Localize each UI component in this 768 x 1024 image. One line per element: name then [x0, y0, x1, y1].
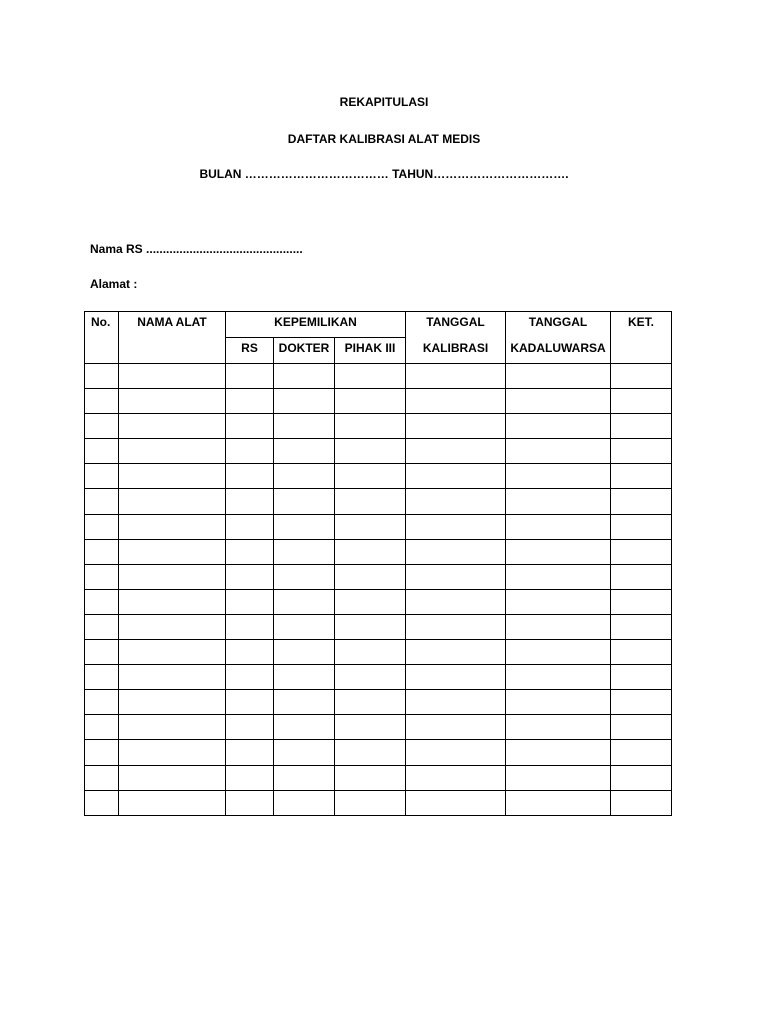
header-kepemilikan: KEPEMILIKAN: [226, 312, 406, 338]
cell-dokter[interactable]: [274, 464, 335, 489]
table-row: [85, 414, 672, 439]
cell-tanggal-kalibrasi[interactable]: [406, 690, 506, 715]
cell-dokter[interactable]: [274, 364, 335, 389]
cell-tanggal-kalibrasi[interactable]: [406, 514, 506, 539]
table-body: [85, 364, 672, 816]
cell-rs[interactable]: [226, 414, 274, 439]
table-row: [85, 564, 672, 589]
cell-pihak-iii[interactable]: [335, 690, 406, 715]
cell-tanggal-kadaluwarsa[interactable]: [506, 665, 611, 690]
table-row: [85, 765, 672, 790]
cell-nama-alat[interactable]: [119, 564, 226, 589]
header-dokter: DOKTER: [274, 338, 335, 364]
cell-pihak-iii[interactable]: [335, 589, 406, 614]
cell-rs[interactable]: [226, 640, 274, 665]
cell-ket[interactable]: [611, 489, 672, 514]
table-row: [85, 640, 672, 665]
cell-ket[interactable]: [611, 389, 672, 414]
cell-ket[interactable]: [611, 765, 672, 790]
cell-tanggal-kadaluwarsa[interactable]: [506, 690, 611, 715]
cell-no[interactable]: [85, 489, 119, 514]
document-title: REKAPITULASI: [339, 95, 429, 109]
cell-ket[interactable]: [611, 715, 672, 740]
cell-nama-alat[interactable]: [119, 464, 226, 489]
cell-no[interactable]: [85, 414, 119, 439]
cell-tanggal-kalibrasi[interactable]: [406, 790, 506, 815]
cell-tanggal-kalibrasi[interactable]: [406, 364, 506, 389]
period-line: BULAN ……………………………… TAHUN…………………………….: [199, 167, 569, 181]
cell-no[interactable]: [85, 665, 119, 690]
cell-tanggal-kalibrasi[interactable]: [406, 439, 506, 464]
cell-rs[interactable]: [226, 489, 274, 514]
cell-rs[interactable]: [226, 765, 274, 790]
cell-no[interactable]: [85, 364, 119, 389]
cell-tanggal-kadaluwarsa[interactable]: [506, 564, 611, 589]
table-row: [85, 614, 672, 639]
cell-dokter[interactable]: [274, 614, 335, 639]
cell-tanggal-kalibrasi[interactable]: [406, 614, 506, 639]
cell-pihak-iii[interactable]: [335, 364, 406, 389]
cell-nama-alat[interactable]: [119, 389, 226, 414]
cell-pihak-iii[interactable]: [335, 439, 406, 464]
cell-tanggal-kadaluwarsa[interactable]: [506, 464, 611, 489]
cell-tanggal-kadaluwarsa[interactable]: [506, 740, 611, 765]
cell-nama-alat[interactable]: [119, 489, 226, 514]
cell-ket[interactable]: [611, 665, 672, 690]
cell-tanggal-kalibrasi[interactable]: [406, 414, 506, 439]
table-row: [85, 790, 672, 815]
table-row: [85, 489, 672, 514]
cell-tanggal-kadaluwarsa[interactable]: [506, 790, 611, 815]
cell-rs[interactable]: [226, 790, 274, 815]
cell-pihak-iii[interactable]: [335, 765, 406, 790]
cell-dokter[interactable]: [274, 665, 335, 690]
cell-nama-alat[interactable]: [119, 439, 226, 464]
cell-tanggal-kalibrasi[interactable]: [406, 665, 506, 690]
cell-dokter[interactable]: [274, 539, 335, 564]
cell-pihak-iii[interactable]: [335, 665, 406, 690]
table-row: [85, 715, 672, 740]
cell-nama-alat[interactable]: [119, 665, 226, 690]
cell-nama-alat[interactable]: [119, 589, 226, 614]
header-tanggal-kadaluwarsa-top: TANGGAL: [528, 315, 588, 329]
cell-tanggal-kalibrasi[interactable]: [406, 589, 506, 614]
cell-tanggal-kalibrasi[interactable]: [406, 765, 506, 790]
cell-no[interactable]: [85, 539, 119, 564]
cell-dokter[interactable]: [274, 489, 335, 514]
cell-nama-alat[interactable]: [119, 539, 226, 564]
cell-no[interactable]: [85, 564, 119, 589]
cell-rs[interactable]: [226, 715, 274, 740]
calibration-table: [84, 311, 672, 816]
cell-rs[interactable]: [226, 740, 274, 765]
cell-nama-alat[interactable]: [119, 740, 226, 765]
cell-tanggal-kalibrasi[interactable]: [406, 740, 506, 765]
cell-ket[interactable]: [611, 464, 672, 489]
table-row: [85, 665, 672, 690]
cell-tanggal-kadaluwarsa[interactable]: [506, 589, 611, 614]
cell-no[interactable]: [85, 740, 119, 765]
cell-pihak-iii[interactable]: [335, 539, 406, 564]
cell-ket[interactable]: [611, 740, 672, 765]
cell-pihak-iii[interactable]: [335, 740, 406, 765]
table-row: [85, 364, 672, 389]
cell-ket[interactable]: [611, 790, 672, 815]
cell-rs[interactable]: [226, 364, 274, 389]
cell-pihak-iii[interactable]: [335, 564, 406, 589]
cell-no[interactable]: [85, 439, 119, 464]
cell-nama-alat[interactable]: [119, 414, 226, 439]
cell-dokter[interactable]: [274, 740, 335, 765]
cell-tanggal-kalibrasi[interactable]: [406, 715, 506, 740]
cell-tanggal-kadaluwarsa[interactable]: [506, 389, 611, 414]
cell-tanggal-kalibrasi[interactable]: [406, 464, 506, 489]
cell-dokter[interactable]: [274, 414, 335, 439]
cell-tanggal-kalibrasi[interactable]: [406, 564, 506, 589]
cell-ket[interactable]: [611, 364, 672, 389]
cell-tanggal-kadaluwarsa[interactable]: [506, 640, 611, 665]
cell-rs[interactable]: [226, 589, 274, 614]
cell-ket[interactable]: [611, 539, 672, 564]
cell-tanggal-kadaluwarsa[interactable]: [506, 614, 611, 639]
cell-tanggal-kalibrasi[interactable]: [406, 489, 506, 514]
cell-ket[interactable]: [611, 564, 672, 589]
cell-rs[interactable]: [226, 690, 274, 715]
cell-tanggal-kadaluwarsa[interactable]: [506, 364, 611, 389]
cell-rs[interactable]: [226, 464, 274, 489]
cell-tanggal-kadaluwarsa[interactable]: [506, 765, 611, 790]
header-rs: RS: [226, 338, 274, 364]
header-pihak-iii: PIHAK III: [335, 338, 406, 364]
table-row: [85, 539, 672, 564]
header-tanggal-kalibrasi: [406, 312, 506, 364]
cell-nama-alat[interactable]: [119, 790, 226, 815]
cell-no[interactable]: [85, 790, 119, 815]
cell-rs[interactable]: [226, 665, 274, 690]
cell-pihak-iii[interactable]: [335, 790, 406, 815]
cell-dokter[interactable]: [274, 514, 335, 539]
cell-ket[interactable]: [611, 640, 672, 665]
table-row: [85, 464, 672, 489]
cell-ket[interactable]: [611, 439, 672, 464]
cell-tanggal-kadaluwarsa[interactable]: [506, 715, 611, 740]
cell-tanggal-kalibrasi[interactable]: [406, 640, 506, 665]
cell-ket[interactable]: [611, 414, 672, 439]
cell-tanggal-kalibrasi[interactable]: [406, 389, 506, 414]
cell-no[interactable]: [85, 690, 119, 715]
cell-pihak-iii[interactable]: [335, 514, 406, 539]
cell-pihak-iii[interactable]: [335, 464, 406, 489]
cell-rs[interactable]: [226, 539, 274, 564]
cell-no[interactable]: [85, 389, 119, 414]
cell-tanggal-kadaluwarsa[interactable]: [506, 514, 611, 539]
table-row: [85, 514, 672, 539]
cell-pihak-iii[interactable]: [335, 715, 406, 740]
cell-tanggal-kalibrasi[interactable]: [406, 539, 506, 564]
cell-tanggal-kadaluwarsa[interactable]: [506, 489, 611, 514]
cell-dokter[interactable]: [274, 640, 335, 665]
cell-dokter[interactable]: [274, 765, 335, 790]
cell-no[interactable]: [85, 589, 119, 614]
cell-no[interactable]: [85, 514, 119, 539]
table-row: [85, 389, 672, 414]
cell-rs[interactable]: [226, 439, 274, 464]
cell-no[interactable]: [85, 715, 119, 740]
cell-rs[interactable]: [226, 564, 274, 589]
header-ket: KET.: [611, 312, 672, 364]
cell-dokter[interactable]: [274, 589, 335, 614]
cell-nama-alat[interactable]: [119, 765, 226, 790]
header-nama-alat: NAMA ALAT: [119, 312, 226, 364]
cell-no[interactable]: [85, 640, 119, 665]
cell-pihak-iii[interactable]: [335, 640, 406, 665]
cell-pihak-iii[interactable]: [335, 389, 406, 414]
cell-tanggal-kadaluwarsa[interactable]: [506, 414, 611, 439]
cell-dokter[interactable]: [274, 715, 335, 740]
cell-tanggal-kadaluwarsa[interactable]: [506, 439, 611, 464]
cell-rs[interactable]: [226, 514, 274, 539]
table-row: [85, 439, 672, 464]
cell-ket[interactable]: [611, 589, 672, 614]
header-tanggal-kalibrasi-top: TANGGAL: [426, 315, 485, 329]
cell-no[interactable]: [85, 614, 119, 639]
cell-ket[interactable]: [611, 614, 672, 639]
hospital-name-field: Nama RS ...............................................: [90, 242, 303, 256]
cell-rs[interactable]: [226, 614, 274, 639]
cell-ket[interactable]: [611, 690, 672, 715]
cell-dokter[interactable]: [274, 790, 335, 815]
cell-nama-alat[interactable]: [119, 364, 226, 389]
header-tanggal-kadaluwarsa: [506, 312, 611, 364]
table-row: [85, 589, 672, 614]
header-no: No.: [85, 312, 119, 364]
table-row: [85, 740, 672, 765]
address-field: Alamat :: [90, 277, 138, 291]
cell-ket[interactable]: [611, 514, 672, 539]
document-subtitle: DAFTAR KALIBRASI ALAT MEDIS: [287, 132, 481, 146]
cell-nama-alat[interactable]: [119, 514, 226, 539]
cell-nama-alat[interactable]: [119, 614, 226, 639]
cell-no[interactable]: [85, 765, 119, 790]
cell-pihak-iii[interactable]: [335, 414, 406, 439]
cell-nama-alat[interactable]: [119, 640, 226, 665]
cell-dokter[interactable]: [274, 690, 335, 715]
cell-rs[interactable]: [226, 389, 274, 414]
table-row: [85, 690, 672, 715]
cell-pihak-iii[interactable]: [335, 614, 406, 639]
cell-pihak-iii[interactable]: [335, 489, 406, 514]
cell-tanggal-kadaluwarsa[interactable]: [506, 539, 611, 564]
cell-nama-alat[interactable]: [119, 690, 226, 715]
header-tanggal-kadaluwarsa-bottom: KADALUWARSA: [510, 341, 606, 355]
header-tanggal-kalibrasi-bottom: KALIBRASI: [422, 341, 489, 355]
cell-no[interactable]: [85, 464, 119, 489]
cell-dokter[interactable]: [274, 389, 335, 414]
cell-dokter[interactable]: [274, 439, 335, 464]
cell-dokter[interactable]: [274, 564, 335, 589]
cell-nama-alat[interactable]: [119, 715, 226, 740]
